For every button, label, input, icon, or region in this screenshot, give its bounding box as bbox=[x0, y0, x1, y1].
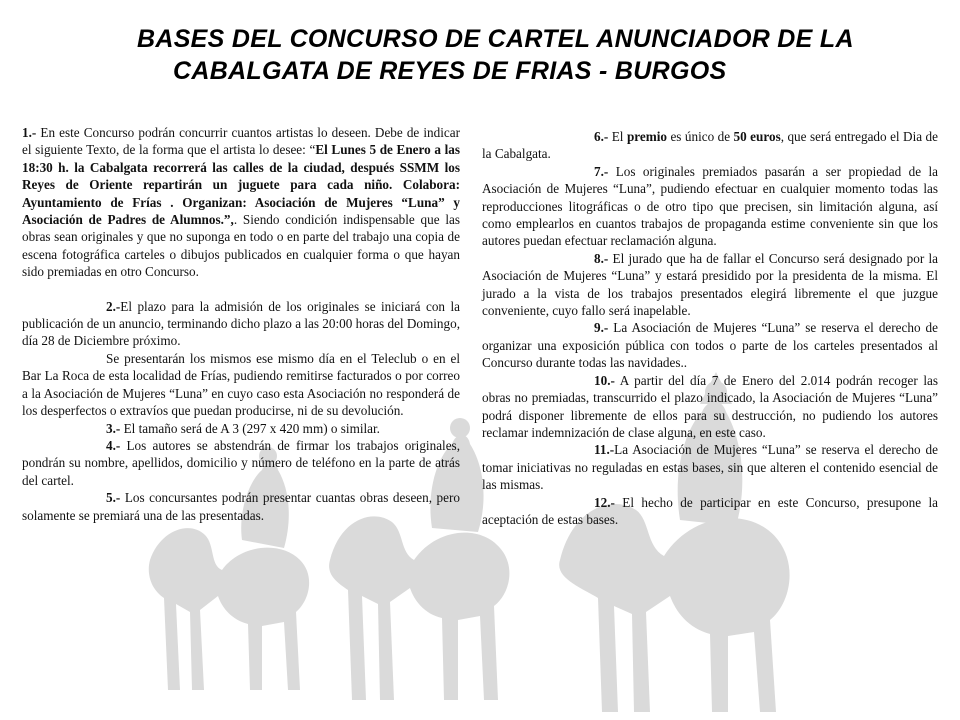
rule-4 bbox=[22, 437, 460, 489]
rule-6-text-c: , que será entregado el Dia de la Cabalgata. bbox=[482, 129, 938, 162]
rule-1-announcement: El Lunes 5 de Enero a las 18:30 h. la Cabalgata recorrerá las calles de la ciudad, después SSMM los Reyes de Oriente repartirán un juguete para cada niño. Colabora: Ayuntamiento de Frías . Organizan: Asociación de Mujeres “Luna” y Asociación de Padres de Alumnos.”, bbox=[22, 142, 460, 228]
rule-9-number: 9.- bbox=[594, 320, 609, 336]
rule-7-number: 7.- bbox=[594, 163, 609, 179]
rule-2-paragraph-2: Se presentarán los mismos ese mismo día en el Teleclub o en el Bar La Roca de esta localidad de Frías, pudiendo remitirse facturados o por correo a la Asociación de Mujeres “Luna” en cuyo caso esta Asociación no responderá de los desperfectos o extravíos que puedan producirse, ni de su devolución. bbox=[22, 350, 460, 419]
rule-11 bbox=[482, 441, 938, 493]
rule-8-text: El jurado que ha de fallar el Concurso será designado por la Asociación de Mujeres “Luna” y estará presidido por la presidenta de la misma. El jurado a la vista de los trabajos presentados elegirá libremente el que juzgue conveniente, cuyo fallo será inapelable. bbox=[482, 250, 938, 319]
rule-6-text-b: es único de bbox=[666, 129, 734, 144]
title-line-1: BASES DEL CONCURSO DE CARTEL ANUNCIADOR DE LA bbox=[137, 25, 854, 53]
rule-6-prize-label: premio bbox=[626, 129, 667, 144]
rule-3 bbox=[22, 420, 460, 437]
rule-6-text-a: El bbox=[608, 129, 627, 144]
rule-1 bbox=[22, 124, 460, 281]
rule-6 bbox=[482, 128, 938, 163]
rule-12 bbox=[482, 494, 938, 529]
rule-7 bbox=[482, 163, 938, 250]
rule-1-text-c: . Siendo condición indispensable que las obras sean originales y que no suponga en todo o en parte del trabajo una copia de escena fotográfica carteles o dibujos publicados en cualquier forma o que hayan sido premiadas en otro Concurso. bbox=[22, 212, 460, 280]
rule-2-number: 2.- bbox=[106, 298, 121, 314]
rule-8-number: 8.- bbox=[594, 250, 609, 266]
rule-11-number: 11.- bbox=[594, 442, 615, 458]
rule-3-number: 3.- bbox=[106, 420, 121, 436]
rule-6-number: 6.- bbox=[594, 129, 609, 144]
rule-5-number: 5.- bbox=[106, 490, 121, 506]
rule-4-text: Los autores se abstendrán de firmar los trabajos originales, pondrán su nombre, apellidos, domicilio y número de teléfono en la parte de atrás del cartel. bbox=[22, 437, 460, 488]
rule-10-text: A partir del día 7 de Enero del 2.014 podrán recoger las obras no premiadas, transcurrido el plazo indicado, la Asociación de Mujeres “Luna” podrá disponer libremente de ellos para su destrucción, no pudiendo los autores reclamar indemnización de clase alguna, en este caso. bbox=[482, 372, 938, 440]
rule-2 bbox=[22, 298, 460, 350]
rule-6-prize-amount: 50 euros bbox=[733, 129, 781, 144]
right-column bbox=[482, 128, 938, 528]
rule-11-text: La Asociación de Mujeres “Luna” se reserva el derecho de tomar iniciativas no reguladas en estas bases, sin que alteren el contenido esencial de las mismas. bbox=[482, 442, 938, 493]
rule-7-text: Los originales premiados pasarán a ser propiedad de la Asociación de Mujeres “Luna”, pudiendo efectuar en cualquier momento todas las reproducciones litográficas o de otro tipo que precisen, sin limitación alguna, así como emplearlos en cuantos trabajos de propaganda estime conveniente sin que los autores puedan efectuar reclamación alguna. bbox=[482, 163, 938, 249]
rule-1-text-a: En este Concurso podrán concurrir cuantos artistas lo deseen. Debe de indicar el siguiente Texto, de la forma que el artista lo desee: “ bbox=[22, 125, 460, 158]
rule-2-text: El plazo para la admisión de los originales se iniciará con la publicación de un anuncio, terminando dicho plazo a las 20:00 horas del Domingo, día 28 de Diciembre próximo. bbox=[22, 298, 461, 349]
rule-9-text: La Asociación de Mujeres “Luna” se reserva el derecho de organizar una exposición pública con todos o parte de los carteles presentados al Concurso durante todas las navidades.. bbox=[482, 320, 938, 371]
rule-4-number: 4.- bbox=[106, 437, 121, 453]
rule-1-number: 1.- bbox=[22, 125, 37, 140]
rule-3-text: El tamaño será de A 3 (297 x 420 mm) o similar. bbox=[120, 420, 380, 436]
rule-10 bbox=[482, 372, 938, 442]
rule-8 bbox=[482, 250, 938, 320]
rule-12-number: 12.- bbox=[594, 494, 615, 510]
left-column bbox=[22, 124, 460, 524]
rule-5-text: Los concursantes podrán presentar cuantas obras deseen, pero solamente se premiará una de las presentadas. bbox=[22, 490, 460, 523]
title-line-2: CABALGATA DE REYES DE FRIAS - BURGOS bbox=[173, 57, 727, 85]
rule-12-text: El hecho de participar en este Concurso, presupone la aceptación de estas bases. bbox=[482, 494, 938, 527]
rule-9 bbox=[482, 319, 938, 371]
rule-5 bbox=[22, 489, 460, 524]
rule-10-number: 10.- bbox=[594, 372, 615, 388]
